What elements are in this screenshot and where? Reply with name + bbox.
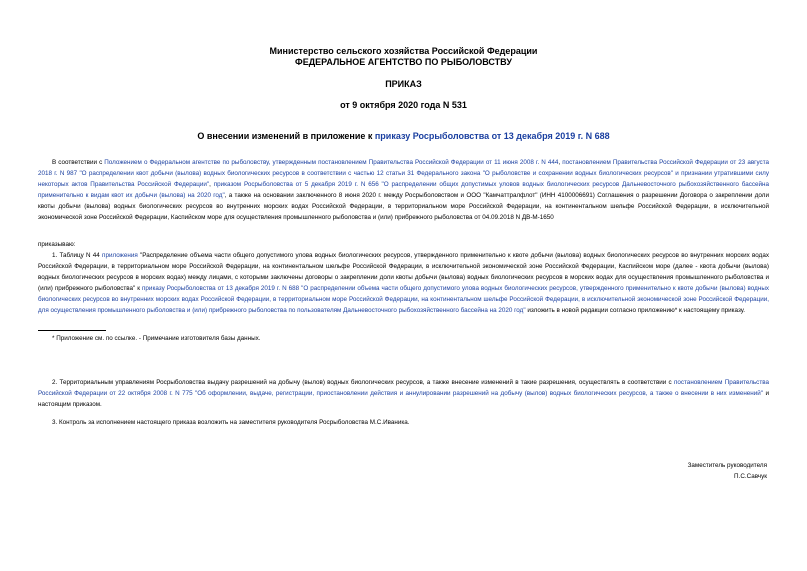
footnote-separator [38,330,106,331]
signatory-position: Заместитель руководителя [687,462,767,469]
document-type: ПРИКАЗ [385,79,422,89]
agency-name: ФЕДЕРАЛЬНОЕ АГЕНТСТВО ПО РЫБОЛОВСТВУ [295,57,512,67]
government-decree-775-link[interactable]: постановлением Правительства Российской Федерации от 22 октября 2008 г. N 775 "Об оформлении, выдаче, регистрации, приостановлении действия и аннулировании разрешений на добычу (вылов) водных биологических ресурсов, а также о внесении в них изменений" [38,379,769,397]
item-2 [38,378,769,411]
item1-text-2: "Распределение объема части общего допустимого улова водных биологических ресурсов, утвержденного применительно к квоте добычи (вылова) водных биологических ресурсов во внутренних морских водах Российской Федерации, в территориальном море Российской Федерации, на континентальном шельфе Российской Федерации, в исключительной экономической зоне Российской Федерации, Каспийском море (далее - квота добычи (вылова) водных биологических ресурсов в морских водах) между лицами, с которыми заключены договоры о закреплении доли квоты добычи (вылова) водных биологических ресурсов в морских водах для осуществления промышленного рыболовства и (или) прибрежного рыболовства" к [38,252,769,292]
item3-text: 3. Контроль за исполнением настоящего приказа возложить на заместителя руководителя Росрыболовства М.С.Иваника. [52,419,410,426]
item1-text-1: 1. Таблицу N 44 [52,252,103,259]
preamble-text-2: , [558,159,563,166]
signatory-name: П.С.Савчук [734,473,767,480]
government-decree-987-link[interactable]: постановлением Правительства Российской Федерации от 23 августа 2018 г. N 987 "О распределении квот добычи (вылова) водных биологических ресурсов в соответствии с частью 12 статьи 31 Федерального закона "О рыболовстве и сохранении водных биологических ресурсов" и признании утратившими силу некоторых актов Правительства Российской Федерации" [38,159,770,188]
document-date-number: от 9 октября 2020 года N 531 [340,100,467,110]
item-1 [38,251,769,316]
footnote-text: * Приложение см. по ссылке. - Примечание изготовителя базы данных. [52,335,261,342]
footnote [38,334,769,345]
regulation-link[interactable]: Положением о Федеральном агентстве по рыболовству, утвержденным постановлением Правительства Российской Федерации от 11 июня 2008 г. N 444 [104,159,559,166]
preamble-text-1: В соответствии с [52,159,105,166]
title-prefix: О внесении изменений в приложение к [197,131,375,141]
preamble-text-3: , [209,180,214,188]
preamble-text-4: , а также на основании заключенного 8 июня 2020 г. между Росрыболовством и ООО "Камчаттралфлот" (ИНН 4100006691) Соглашения о разрешении Договора о закреплении доли квоты добычи (вылова) водных биологических ресурсов во внутренних морских водах Российской Федерации, в территориальном море Российской Федерации, на континентальном шельфе Российской Федерации, в исключительной экономической зоне Российской Федерации, Каспийском море для осуществления промышленного рыболовства и (или) прибрежного рыболовства от 04.09.2018 N ДВ-М-1650 [38,191,769,221]
title-order-link[interactable]: приказу Росрыболовства от 13 декабря 2019 г. N 688 [374,131,610,141]
item2-text-2: и настоящим приказом. [38,389,769,408]
order-word: приказываю: [38,241,76,248]
item2-text-1: 2. Территориальным управлениям Росрыболовства выдачу разрешений на добычу (вылов) водных биологических ресурсов, а также внесение изменений в такие разрешения, осуществлять в соответствии с [52,379,674,386]
item-3 [38,418,769,429]
appendix-link[interactable]: приложения [102,252,138,259]
order-656-link[interactable]: приказом Росрыболовства от 5 декабря 2019 г. N 656 "О распределении общих допустимых уловов водных биологических ресурсов Дальневосточного рыбохозяйственного бассейна применительно к видам квот их добычи (вылова) на 2020 год" [38,180,769,199]
document-title [0,131,807,142]
order-688-link[interactable]: приказу Росрыболовства от 13 декабря 2019 г. N 688 "О распределении объема части общего допустимого улова водных биологических ресурсов, утвержденного применительно к квоте добычи (вылова) водных биологических ресурсов во внутренних морских водах Российской Федерации, в территориальном море Российской Федерации, на континентальном шельфе Российской Федерации, в исключительной экономической зоне Российской Федерации, для осуществления промышленного рыболовства и (или) прибрежного рыболовства по пользователям Дальневосточного рыбохозяйственного бассейна на 2020 год" [38,284,770,314]
ministry-name: Министерство сельского хозяйства Российской Федерации [269,46,538,56]
item1-text-3: изложить в новой редакции согласно приложению* к настоящему приказу. [525,306,746,314]
preamble [38,158,769,223]
